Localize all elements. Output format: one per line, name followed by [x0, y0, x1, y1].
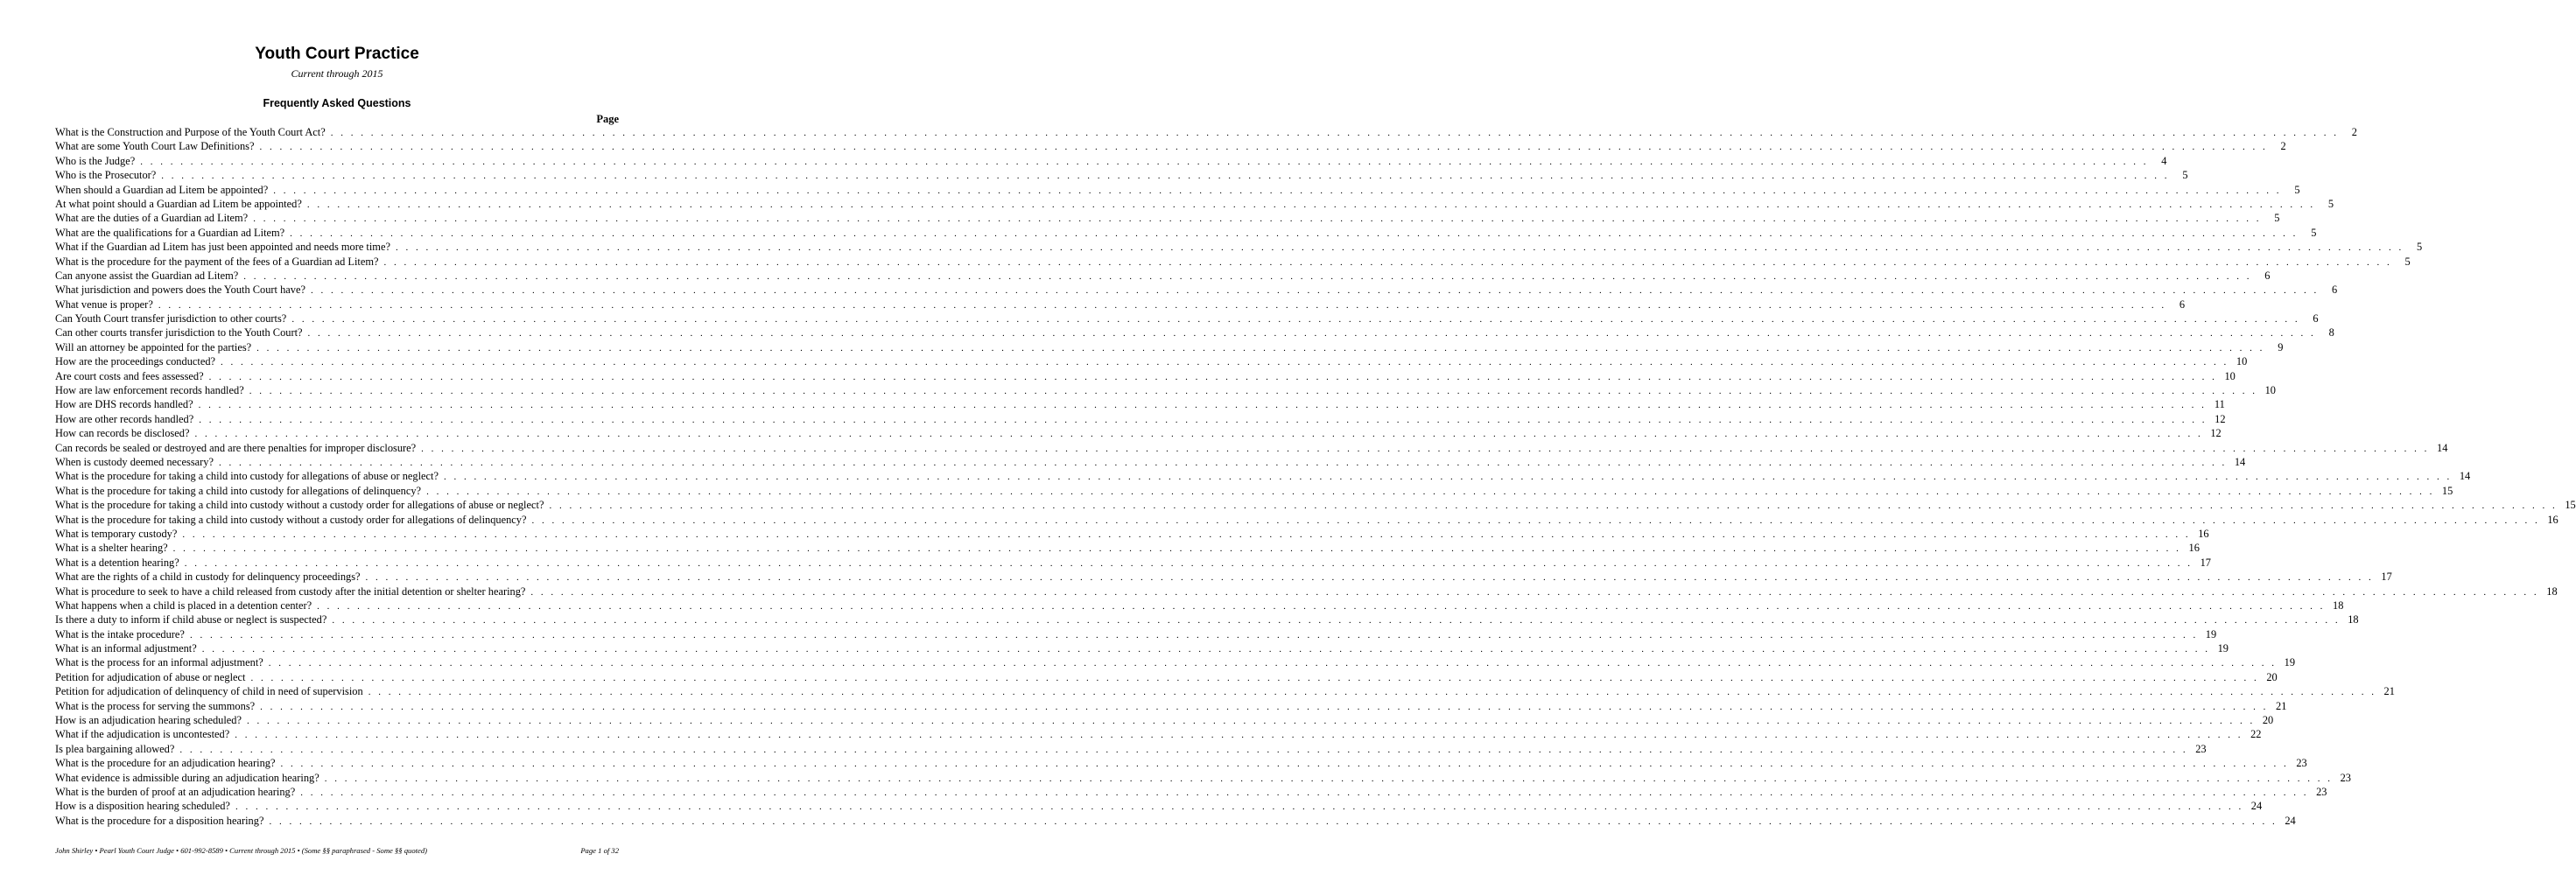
toc-question: Petition for adjudication of abuse or neglect: [55, 670, 246, 683]
dot-leader: . . . . . . . . . . . . . . . . . . . . . . . . . . . . . . . . . . . . . . . . . . . . . . . . . . . . . . . . . . . . . . . . . . . . . . . . . . . . . . . . . . . . . . . . . . . . . . . . . . . . . . . . . . . . . . . . . . . . . . . . . . . . . . . . . . . . . . . . . . . . . . . . . . . . . . . . . . . . . . . . . . . . . . . . . . . . . . . . . . . . . . . . . . . . . . . . . . . . . . . .: [246, 716, 2256, 727]
dot-leader: . . . . . . . . . . . . . . . . . . . . . . . . . . . . . . . . . . . . . . . . . . . . . . . . . . . . . . . . . . . . . . . . . . . . . . . . . . . . . . . . . . . . . . . . . . . . . . . . . . . . . . . . . . . . . . . . . . . . . . . . . . . . . . . . . . . . . . . . . . . . . . . . . . . . . . . . . . . . . . . . . . . . . . . . . . . . . . . . . . . . . . . . . . . . . . . . . . . . . . . .: [317, 600, 2326, 612]
toc-page-number: 19: [2217, 642, 2229, 655]
toc-page-number: 6: [2179, 298, 2186, 311]
toc-question: What is the procedure for taking a child into custody without a custody order for allegations of abuse or neglect?: [55, 499, 544, 512]
toc-question: What is the procedure for an adjudication hearing?: [55, 757, 276, 770]
toc-question: Who is the Judge?: [55, 154, 136, 167]
toc-question: What is the Construction and Purpose of the Youth Court Act?: [55, 126, 326, 138]
toc-entry[interactable]: [55, 470, 2471, 484]
toc-entry[interactable]: [55, 154, 2167, 169]
toc-entry[interactable]: [55, 441, 2448, 456]
toc-question: Can records be sealed or destroyed and are there penalties for improper disclosure?: [55, 441, 417, 454]
toc-question: What is an informal adjustment?: [55, 642, 197, 655]
dot-leader: . . . . . . . . . . . . . . . . . . . . . . . . . . . . . . . . . . . . . . . . . . . . . . . . . . . . . . . . . . . . . . . . . . . . . . . . . . . . . . . . . . . . . . . . . . . . . . . . . . . . . . . . . . . . . . . . . . . . . . . . . . . . . . . . . . . . . . . . . . . . . . . . . . . . . . . . . . . . . . . . . . . . . . . . . . . . . . . . . . . . . . . . . . . . . . . . . . . . . . . .: [158, 299, 2167, 311]
dot-leader: . . . . . . . . . . . . . . . . . . . . . . . . . . . . . . . . . . . . . . . . . . . . . . . . . . . . . . . . . . . . . . . . . . . . . . . . . . . . . . . . . . . . . . . . . . . . . . . . . . . . . . . . . . . . . . . . . . . . . . . . . . . . . . . . . . . . . . . . . . . . . . . . . . . . . . . . . . . . . . . . . . . . . . . . . . . . . . . . . . . . . . . . . . . . . . . . . . . . . . . .: [332, 615, 2341, 626]
toc-entry[interactable]: [55, 656, 2296, 670]
toc-entry[interactable]: [55, 714, 2274, 728]
toc-page-number: 21: [2383, 685, 2395, 698]
dot-leader: . . . . . . . . . . . . . . . . . . . . . . . . . . . . . . . . . . . . . . . . . . . . . . . . . . . . . . . . . . . . . . . . . . . . . . . . . . . . . . . . . . . . . . . . . . . . . . . . . . . . . . . . . . . . . . . . . . . . . . . . . . . . . . . . . . . . . . . . . . . . . . . . . . . . . . . . . . . . . . . . . . . . . . . . . . . . . . . . . . . . . . . . . . . . . . . . . . . . . . . .: [250, 672, 2259, 683]
toc-question: What are the qualifications for a Guardian ad Litem?: [55, 226, 285, 239]
page-column-label: Page: [596, 113, 619, 125]
toc-question: What is the process for serving the summons?: [55, 699, 256, 712]
dot-leader: . . . . . . . . . . . . . . . . . . . . . . . . . . . . . . . . . . . . . . . . . . . . . . . . . . . . . . . . . . . . . . . . . . . . . . . . . . . . . . . . . . . . . . . . . . . . . . . . . . . . . . . . . . . . . . . . . . . . . . . . . . . . . . . . . . . . . . . . . . . . . . . . . . . . . . . . . . . . . . . . . . . . . . . . . . . . . . . . . . . . . . . . . . . . . . . . . . . . . . . .: [273, 185, 2282, 196]
toc-entry[interactable]: [55, 398, 2225, 412]
toc-page-number: 20: [2262, 714, 2274, 727]
toc-page-number: 19: [2205, 627, 2217, 640]
toc-page-number: 23: [2195, 742, 2207, 755]
toc-question: What evidence is admissible during an adjudication hearing?: [55, 771, 319, 784]
toc-entry[interactable]: [55, 255, 2411, 270]
toc-entry[interactable]: [55, 355, 2248, 369]
toc-page-number: 24: [2285, 814, 2296, 827]
toc-entry[interactable]: [55, 627, 2217, 642]
toc-entry[interactable]: [55, 757, 2307, 771]
toc-question: What is procedure to seek to have a child released from custody after the initial detention or shelter hearing?: [55, 584, 526, 598]
toc-entry[interactable]: [55, 527, 2209, 542]
dot-leader: . . . . . . . . . . . . . . . . . . . . . . . . . . . . . . . . . . . . . . . . . . . . . . . . . . . . . . . . . . . . . . . . . . . . . . . . . . . . . . . . . . . . . . . . . . . . . . . . . . . . . . . . . . . . . . . . . . . . . . . . . . . . . . . . . . . . . . . . . . . . . . . . . . . . . . . . . . . . . . . . . . . . . . . . . . . . . . . . . . . . . . . . . . . . . . . . . . . . . . . .: [179, 744, 2188, 755]
dot-leader: . . . . . . . . . . . . . . . . . . . . . . . . . . . . . . . . . . . . . . . . . . . . . . . . . . . . . . . . . . . . . . . . . . . . . . . . . . . . . . . . . . . . . . . . . . . . . . . . . . . . . . . . . . . . . . . . . . . . . . . . . . . . . . . . . . . . . . . . . . . . . . . . . . . . . . . . . . . . . . . . . . . . . . . . . . . . . . . . . . . . . . . . . . . . . . . . . . . . . . . .: [208, 371, 2217, 382]
toc-entry[interactable]: [55, 613, 2359, 627]
toc-entry[interactable]: [55, 484, 2453, 499]
toc-question: Can anyone assist the Guardian ad Litem?: [55, 269, 239, 282]
toc-page-number: 15: [2441, 484, 2453, 497]
dot-leader: . . . . . . . . . . . . . . . . . . . . . . . . . . . . . . . . . . . . . . . . . . . . . . . . . . . . . . . . . . . . . . . . . . . . . . . . . . . . . . . . . . . . . . . . . . . . . . . . . . . . . . . . . . . . . . . . . . . . . . . . . . . . . . . . . . . . . . . . . . . . . . . . . . . . . . . . . . . . . . . . . . . . . . . . . . . . . . . . . . . . . . . . . . . . . . . . . . . . . . . .: [189, 629, 2199, 640]
toc-page-number: 5: [2182, 169, 2188, 182]
toc-question: What jurisdiction and powers does the Youth Court have?: [55, 284, 305, 297]
dot-leader: . . . . . . . . . . . . . . . . . . . . . . . . . . . . . . . . . . . . . . . . . . . . . . . . . . . . . . . . . . . . . . . . . . . . . . . . . . . . . . . . . . . . . . . . . . . . . . . . . . . . . . . . . . . . . . . . . . . . . . . . . . . . . . . . . . . . . . . . . . . . . . . . . . . . . . . . . . . . . . . . . . . . . . . . . . . . . . . . . . . . . . . . . . . . . . . . . . . . . . . .: [243, 270, 2252, 282]
dot-leader: . . . . . . . . . . . . . . . . . . . . . . . . . . . . . . . . . . . . . . . . . . . . . . . . . . . . . . . . . . . . . . . . . . . . . . . . . . . . . . . . . . . . . . . . . . . . . . . . . . . . . . . . . . . . . . . . . . . . . . . . . . . . . . . . . . . . . . . . . . . . . . . . . . . . . . . . . . . . . . . . . . . . . . . . . . . . . . . . . . . . . . . . . . . . . . . . . . . . . . . .: [421, 443, 2430, 454]
toc-question: Can Youth Court transfer jurisdiction to other courts?: [55, 312, 287, 326]
dot-leader: . . . . . . . . . . . . . . . . . . . . . . . . . . . . . . . . . . . . . . . . . . . . . . . . . . . . . . . . . . . . . . . . . . . . . . . . . . . . . . . . . . . . . . . . . . . . . . . . . . . . . . . . . . . . . . . . . . . . . . . . . . . . . . . . . . . . . . . . . . . . . . . . . . . . . . . . . . . . . . . . . . . . . . . . . . . . . . . . . . . . . . . . . . . . . . . . . . . . . . . .: [140, 156, 2149, 167]
toc-question: How are other records handled?: [55, 412, 194, 425]
toc-question: What is a shelter hearing?: [55, 542, 168, 555]
dot-leader: . . . . . . . . . . . . . . . . . . . . . . . . . . . . . . . . . . . . . . . . . . . . . . . . . . . . . . . . . . . . . . . . . . . . . . . . . . . . . . . . . . . . . . . . . . . . . . . . . . . . . . . . . . . . . . . . . . . . . . . . . . . . . . . . . . . . . . . . . . . . . . . . . . . . . . . . . . . . . . . . . . . . . . . . . . . . . . . . . . . . . . . . . . . . . . . . . . . . . . . .: [194, 429, 2203, 440]
dot-leader: . . . . . . . . . . . . . . . . . . . . . . . . . . . . . . . . . . . . . . . . . . . . . . . . . . . . . . . . . . . . . . . . . . . . . . . . . . . . . . . . . . . . . . . . . . . . . . . . . . . . . . . . . . . . . . . . . . . . . . . . . . . . . . . . . . . . . . . . . . . . . . . . . . . . . . . . . . . . . . . . . . . . . . . . . . . . . . . . . . . . . . . . . . . . . . . . . . . . . . . .: [235, 802, 2244, 813]
toc-page-number: 14: [2437, 441, 2448, 454]
toc-question: What are some Youth Court Law Definitions?: [55, 140, 255, 153]
toc-question: At what point should a Guardian ad Litem be appointed?: [55, 197, 302, 210]
toc-page-number: 2: [2280, 140, 2286, 153]
toc-page-number: 19: [2284, 656, 2296, 669]
toc-page-number: 10: [2264, 384, 2276, 397]
toc-entry[interactable]: [55, 556, 2211, 570]
toc-entry[interactable]: [55, 340, 2284, 355]
toc-question: What is the procedure for a disposition hearing?: [55, 814, 264, 827]
toc-question: How can records be disclosed?: [55, 427, 190, 440]
toc-entry[interactable]: [55, 369, 2236, 384]
page-subtitle: Current through 2015: [291, 67, 383, 80]
toc-question: Petition for adjudication of delinquency of child in need of supervision: [55, 685, 363, 698]
toc-question: How are DHS records handled?: [55, 398, 193, 411]
dot-leader: . . . . . . . . . . . . . . . . . . . . . . . . . . . . . . . . . . . . . . . . . . . . . . . . . . . . . . . . . . . . . . . . . . . . . . . . . . . . . . . . . . . . . . . . . . . . . . . . . . . . . . . . . . . . . . . . . . . . . . . . . . . . . . . . . . . . . . . . . . . . . . . . . . . . . . . . . . . . . . . . . . . . . . . . . . . . . . . . . . . . . . . . . . . . . . . . . . . . . . . .: [256, 342, 2265, 354]
toc-question: What is a detention hearing?: [55, 556, 179, 569]
dot-leader: . . . . . . . . . . . . . . . . . . . . . . . . . . . . . . . . . . . . . . . . . . . . . . . . . . . . . . . . . . . . . . . . . . . . . . . . . . . . . . . . . . . . . . . . . . . . . . . . . . . . . . . . . . . . . . . . . . . . . . . . . . . . . . . . . . . . . . . . . . . . . . . . . . . . . . . . . . . . . . . . . . . . . . . . . . . . . . . . . . . . . . . . . . . . . . . . . . . . . . . .: [310, 285, 2320, 297]
toc-question: Who is the Prosecutor?: [55, 169, 157, 182]
toc-entry[interactable]: [55, 513, 2558, 528]
dot-leader: . . . . . . . . . . . . . . . . . . . . . . . . . . . . . . . . . . . . . . . . . . . . . . . . . . . . . . . . . . . . . . . . . . . . . . . . . . . . . . . . . . . . . . . . . . . . . . . . . . . . . . . . . . . . . . . . . . . . . . . . . . . . . . . . . . . . . . . . . . . . . . . . . . . . . . . . . . . . . . . . . . . . . . . . . . . . . . . . . . . . . . . . . . . . . . . . . . . . . . . .: [218, 457, 2228, 468]
toc-entry[interactable]: [55, 269, 2271, 284]
toc-page-number: 16: [2198, 527, 2209, 540]
toc-question: When is custody deemed necessary?: [55, 455, 214, 468]
toc-question: What are the rights of a child in custody for delinquency proceedings?: [55, 570, 361, 584]
dot-leader: . . . . . . . . . . . . . . . . . . . . . . . . . . . . . . . . . . . . . . . . . . . . . . . . . . . . . . . . . . . . . . . . . . . . . . . . . . . . . . . . . . . . . . . . . . . . . . . . . . . . . . . . . . . . . . . . . . . . . . . . . . . . . . . . . . . . . . . . . . . . . . . . . . . . . . . . . . . . . . . . . . . . . . . . . . . . . . . . . . . . . . . . . . . . . . . . . . . . . . . .: [530, 586, 2539, 598]
toc-entry[interactable]: [55, 814, 2296, 829]
dot-leader: . . . . . . . . . . . . . . . . . . . . . . . . . . . . . . . . . . . . . . . . . . . . . . . . . . . . . . . . . . . . . . . . . . . . . . . . . . . . . . . . . . . . . . . . . . . . . . . . . . . . . . . . . . . . . . . . . . . . . . . . . . . . . . . . . . . . . . . . . . . . . . . . . . . . . . . . . . . . . . . . . . . . . . . . . . . . . . . . . . . . . . . . . . . . . . . . . . . . . . . .: [426, 486, 2435, 497]
toc-entry[interactable]: [55, 298, 2186, 312]
toc-question: What venue is proper?: [55, 298, 153, 311]
toc-question: Can other courts transfer jurisdiction to the Youth Court?: [55, 326, 303, 340]
toc-entry[interactable]: [55, 126, 2357, 140]
footer-page-number: Page 1 of 32: [580, 846, 619, 855]
toc-page-number: 4: [2161, 154, 2167, 167]
toc-question: What is the procedure for the payment of the fees of a Guardian ad Litem?: [55, 255, 379, 268]
toc-entry[interactable]: [55, 699, 2287, 714]
toc-page-number: 10: [2236, 355, 2248, 368]
toc-question: What is the burden of proof at an adjudication hearing?: [55, 785, 296, 798]
toc-entry[interactable]: [55, 183, 2300, 198]
dot-leader: . . . . . . . . . . . . . . . . . . . . . . . . . . . . . . . . . . . . . . . . . . . . . . . . . . . . . . . . . . . . . . . . . . . . . . . . . . . . . . . . . . . . . . . . . . . . . . . . . . . . . . . . . . . . . . . . . . . . . . . . . . . . . . . . . . . . . . . . . . . . . . . . . . . . . . . . . . . . . . . . . . . . . . . . . . . . . . . . . . . . . . . . . . . . . . . . . . . . . . . .: [249, 386, 2257, 397]
toc-entry[interactable]: [55, 241, 2423, 255]
toc-question: What is the procedure for taking a child into custody without a custody order for allegations of delinquency?: [55, 513, 527, 526]
toc-page-number: 16: [2547, 513, 2558, 526]
toc-entry[interactable]: [55, 284, 2338, 298]
dot-leader: . . . . . . . . . . . . . . . . . . . . . . . . . . . . . . . . . . . . . . . . . . . . . . . . . . . . . . . . . . . . . . . . . . . . . . . . . . . . . . . . . . . . . . . . . . . . . . . . . . . . . . . . . . . . . . . . . . . . . . . . . . . . . . . . . . . . . . . . . . . . . . . . . . . . . . . . . . . . . . . . . . . . . . . . . . . . . . . . . . . . . . . . . . . . . . . . . . . . . . . .: [235, 730, 2243, 741]
dot-leader: . . . . . . . . . . . . . . . . . . . . . . . . . . . . . . . . . . . . . . . . . . . . . . . . . . . . . . . . . . . . . . . . . . . . . . . . . . . . . . . . . . . . . . . . . . . . . . . . . . . . . . . . . . . . . . . . . . . . . . . . . . . . . . . . . . . . . . . . . . . . . . . . . . . . . . . . . . . . . . . . . . . . . . . . . . . . . . . . . . . . . . . . . . . . . . . . . . . . . . . .: [268, 658, 2278, 669]
toc-question: Will an attorney be appointed for the parties?: [55, 340, 252, 354]
toc-page-number: 22: [2250, 728, 2262, 741]
toc-question: When should a Guardian ad Litem be appointed?: [55, 183, 269, 196]
toc-entry[interactable]: [55, 570, 2392, 584]
toc-question: What are the duties of a Guardian ad Litem?: [55, 212, 249, 225]
toc-page-number: 5: [2294, 183, 2300, 196]
toc-question: How is a disposition hearing scheduled?: [55, 800, 230, 813]
dot-leader: . . . . . . . . . . . . . . . . . . . . . . . . . . . . . . . . . . . . . . . . . . . . . . . . . . . . . . . . . . . . . . . . . . . . . . . . . . . . . . . . . . . . . . . . . . . . . . . . . . . . . . . . . . . . . . . . . . . . . . . . . . . . . . . . . . . . . . . . . . . . . . . . . . . . . . . . . . . . . . . . . . . . . . . . . . . . . . . . . . . . . . . . . . . . . . . . . . . . . . . .: [330, 128, 2339, 138]
toc-entry[interactable]: [55, 728, 2262, 742]
toc-page-number: 18: [2333, 598, 2344, 612]
toc-entry[interactable]: [55, 800, 2263, 814]
toc-page-number: 18: [2348, 613, 2359, 626]
toc-entry[interactable]: [55, 771, 2351, 786]
toc-question: What is the procedure for taking a child into custody for allegations of delinquency?: [55, 484, 422, 497]
toc-entry[interactable]: [55, 326, 2334, 340]
toc-page-number: 6: [2264, 269, 2271, 282]
toc-list: [55, 126, 2576, 829]
toc-question: What if the adjudication is uncontested?: [55, 728, 230, 741]
dot-leader: . . . . . . . . . . . . . . . . . . . . . . . . . . . . . . . . . . . . . . . . . . . . . . . . . . . . . . . . . . . . . . . . . . . . . . . . . . . . . . . . . . . . . . . . . . . . . . . . . . . . . . . . . . . . . . . . . . . . . . . . . . . . . . . . . . . . . . . . . . . . . . . . . . . . . . . . . . . . . . . . . . . . . . . . . . . . . . . . . . . . . . . . . . . . . . . . . . . . . . . .: [221, 357, 2229, 368]
toc-entry[interactable]: [55, 785, 2327, 800]
dot-leader: . . . . . . . . . . . . . . . . . . . . . . . . . . . . . . . . . . . . . . . . . . . . . . . . . . . . . . . . . . . . . . . . . . . . . . . . . . . . . . . . . . . . . . . . . . . . . . . . . . . . . . . . . . . . . . . . . . . . . . . . . . . . . . . . . . . . . . . . . . . . . . . . . . . . . . . . . . . . . . . . . . . . . . . . . . . . . . . . . . . . . . . . . . . . . . . . . . . . . . . .: [307, 328, 2316, 340]
dot-leader: . . . . . . . . . . . . . . . . . . . . . . . . . . . . . . . . . . . . . . . . . . . . . . . . . . . . . . . . . . . . . . . . . . . . . . . . . . . . . . . . . . . . . . . . . . . . . . . . . . . . . . . . . . . . . . . . . . . . . . . . . . . . . . . . . . . . . . . . . . . . . . . . . . . . . . . . . . . . . . . . . . . . . . . . . . . . . . . . . . . . . . . . . . . . . . . . . . . . . . . .: [172, 543, 2181, 555]
toc-page-number: 6: [2313, 312, 2319, 326]
toc-question: How are the proceedings conducted?: [55, 355, 216, 368]
toc-page-number: 5: [2404, 255, 2411, 268]
toc-page-number: 5: [2417, 241, 2423, 254]
dot-leader: . . . . . . . . . . . . . . . . . . . . . . . . . . . . . . . . . . . . . . . . . . . . . . . . . . . . . . . . . . . . . . . . . . . . . . . . . . . . . . . . . . . . . . . . . . . . . . . . . . . . . . . . . . . . . . . . . . . . . . . . . . . . . . . . . . . . . . . . . . . . . . . . . . . . . . . . . . . . . . . . . . . . . . . . . . . . . . . . . . . . . . . . . . . . . . . . . . . . . . . .: [324, 773, 2333, 784]
toc-entry[interactable]: [55, 427, 2222, 441]
dot-leader: . . . . . . . . . . . . . . . . . . . . . . . . . . . . . . . . . . . . . . . . . . . . . . . . . . . . . . . . . . . . . . . . . . . . . . . . . . . . . . . . . . . . . . . . . . . . . . . . . . . . . . . . . . . . . . . . . . . . . . . . . . . . . . . . . . . . . . . . . . . . . . . . . . . . . . . . . . . . . . . . . . . . . . . . . . . . . . . . . . . . . . . . . . . . . . . . . . . . . . . .: [269, 816, 2278, 827]
dot-leader: . . . . . . . . . . . . . . . . . . . . . . . . . . . . . . . . . . . . . . . . . . . . . . . . . . . . . . . . . . . . . . . . . . . . . . . . . . . . . . . . . . . . . . . . . . . . . . . . . . . . . . . . . . . . . . . . . . . . . . . . . . . . . . . . . . . . . . . . . . . . . . . . . . . . . . . . . . . . . . . . . . . . . . . . . . . . . . . . . . . . . . . . . . . . . . . . . . . . . . . .: [383, 256, 2392, 268]
footer-citation: John Shirley • Pearl Youth Court Judge • 601-992-8589 • Current through 2015 • (Some §§ paraphrased - Some §§ quoted): [55, 846, 427, 855]
toc-entry[interactable]: [55, 412, 2226, 427]
toc-entry[interactable]: [55, 670, 2278, 685]
toc-page-number: 5: [2274, 212, 2280, 225]
toc-entry[interactable]: [55, 542, 2200, 556]
toc-page-number: 14: [2459, 470, 2471, 483]
dot-leader: . . . . . . . . . . . . . . . . . . . . . . . . . . . . . . . . . . . . . . . . . . . . . . . . . . . . . . . . . . . . . . . . . . . . . . . . . . . . . . . . . . . . . . . . . . . . . . . . . . . . . . . . . . . . . . . . . . . . . . . . . . . . . . . . . . . . . . . . . . . . . . . . . . . . . . . . . . . . . . . . . . . . . . . . . . . . . . . . . . . . . . . . . . . . . . . . . . . . . . . .: [290, 228, 2299, 239]
toc-question: What is the intake procedure?: [55, 627, 185, 640]
toc-page-number: 23: [2296, 757, 2307, 770]
toc-page-number: 11: [2214, 398, 2225, 411]
toc-question: What happens when a child is placed in a detention center?: [55, 598, 312, 612]
toc-entry[interactable]: [55, 742, 2207, 757]
toc-page-number: 6: [2332, 284, 2338, 297]
toc-question: What if the Guardian ad Litem has just been appointed and needs more time?: [55, 241, 390, 254]
page-title: Youth Court Practice: [255, 45, 419, 63]
toc-page-number: 24: [2250, 800, 2263, 813]
toc-page-number: 8: [2328, 326, 2334, 340]
toc-entry[interactable]: [55, 584, 2558, 599]
toc-page-number: 17: [2381, 570, 2392, 584]
toc-entry[interactable]: [55, 598, 2344, 613]
toc-entry[interactable]: [55, 384, 2276, 398]
toc-page-number: 16: [2188, 542, 2200, 555]
dot-leader: . . . . . . . . . . . . . . . . . . . . . . . . . . . . . . . . . . . . . . . . . . . . . . . . . . . . . . . . . . . . . . . . . . . . . . . . . . . . . . . . . . . . . . . . . . . . . . . . . . . . . . . . . . . . . . . . . . . . . . . . . . . . . . . . . . . . . . . . . . . . . . . . . . . . . . . . . . . . . . . . . . . . . . . . . . . . . . . . . . . . . . . . . . . . . . . . . . . . . . . .: [184, 557, 2193, 569]
toc-page-number: 17: [2200, 556, 2211, 569]
dot-leader: . . . . . . . . . . . . . . . . . . . . . . . . . . . . . . . . . . . . . . . . . . . . . . . . . . . . . . . . . . . . . . . . . . . . . . . . . . . . . . . . . . . . . . . . . . . . . . . . . . . . . . . . . . . . . . . . . . . . . . . . . . . . . . . . . . . . . . . . . . . . . . . . . . . . . . . . . . . . . . . . . . . . . . . . . . . . . . . . . . . . . . . . . . . . . . . . . . . . . . . .: [259, 142, 2268, 153]
dot-leader: . . . . . . . . . . . . . . . . . . . . . . . . . . . . . . . . . . . . . . . . . . . . . . . . . . . . . . . . . . . . . . . . . . . . . . . . . . . . . . . . . . . . . . . . . . . . . . . . . . . . . . . . . . . . . . . . . . . . . . . . . . . . . . . . . . . . . . . . . . . . . . . . . . . . . . . . . . . . . . . . . . . . . . . . . . . . . . . . . . . . . . . . . . . . . . . . . . . . . . . .: [368, 687, 2376, 698]
toc-page-number: 23: [2316, 785, 2327, 798]
toc-page-number: 18: [2546, 584, 2558, 598]
dot-leader: . . . . . . . . . . . . . . . . . . . . . . . . . . . . . . . . . . . . . . . . . . . . . . . . . . . . . . . . . . . . . . . . . . . . . . . . . . . . . . . . . . . . . . . . . . . . . . . . . . . . . . . . . . . . . . . . . . . . . . . . . . . . . . . . . . . . . . . . . . . . . . . . . . . . . . . . . . . . . . . . . . . . . . . . . . . . . . . . . . . . . . . . . . . . . . . . . . . . . . . .: [365, 572, 2374, 584]
toc-question: Is plea bargaining allowed?: [55, 742, 175, 755]
toc-entry[interactable]: [55, 455, 2246, 470]
dot-leader: . . . . . . . . . . . . . . . . . . . . . . . . . . . . . . . . . . . . . . . . . . . . . . . . . . . . . . . . . . . . . . . . . . . . . . . . . . . . . . . . . . . . . . . . . . . . . . . . . . . . . . . . . . . . . . . . . . . . . . . . . . . . . . . . . . . . . . . . . . . . . . . . . . . . . . . . . . . . . . . . . . . . . . . . . . . . . . . . . . . . . . . . . . . . . . . . . . . . . . . .: [291, 314, 2300, 326]
toc-entry[interactable]: [55, 226, 2317, 241]
toc-page-number: 9: [2278, 340, 2284, 354]
dot-leader: . . . . . . . . . . . . . . . . . . . . . . . . . . . . . . . . . . . . . . . . . . . . . . . . . . . . . . . . . . . . . . . . . . . . . . . . . . . . . . . . . . . . . . . . . . . . . . . . . . . . . . . . . . . . . . . . . . . . . . . . . . . . . . . . . . . . . . . . . . . . . . . . . . . . . . . . . . . . . . . . . . . . . . . . . . . . . . . . . . . . . . . . . . . . . . . . . . . . . . . .: [280, 759, 2289, 770]
toc-question: How are law enforcement records handled?: [55, 384, 244, 397]
toc-entry[interactable]: [55, 197, 2334, 212]
toc-question: What is temporary custody?: [55, 527, 178, 540]
section-heading: Frequently Asked Questions: [263, 97, 411, 109]
dot-leader: . . . . . . . . . . . . . . . . . . . . . . . . . . . . . . . . . . . . . . . . . . . . . . . . . . . . . . . . . . . . . . . . . . . . . . . . . . . . . . . . . . . . . . . . . . . . . . . . . . . . . . . . . . . . . . . . . . . . . . . . . . . . . . . . . . . . . . . . . . . . . . . . . . . . . . . . . . . . . . . . . . . . . . . . . . . . . . . . . . . . . . . . . . . . . . . . . . . . . . . .: [182, 528, 2191, 540]
toc-page-number: 23: [2340, 771, 2351, 784]
toc-page-number: 14: [2234, 455, 2246, 468]
toc-page-number: 15: [2565, 499, 2576, 512]
toc-question: How is an adjudication hearing scheduled?: [55, 714, 242, 727]
toc-entry[interactable]: [55, 499, 2576, 513]
dot-leader: . . . . . . . . . . . . . . . . . . . . . . . . . . . . . . . . . . . . . . . . . . . . . . . . . . . . . . . . . . . . . . . . . . . . . . . . . . . . . . . . . . . . . . . . . . . . . . . . . . . . . . . . . . . . . . . . . . . . . . . . . . . . . . . . . . . . . . . . . . . . . . . . . . . . . . . . . . . . . . . . . . . . . . . . . . . . . . . . . . . . . . . . . . . . . . . . . . . . . . . .: [253, 214, 2262, 225]
dot-leader: . . . . . . . . . . . . . . . . . . . . . . . . . . . . . . . . . . . . . . . . . . . . . . . . . . . . . . . . . . . . . . . . . . . . . . . . . . . . . . . . . . . . . . . . . . . . . . . . . . . . . . . . . . . . . . . . . . . . . . . . . . . . . . . . . . . . . . . . . . . . . . . . . . . . . . . . . . . . . . . . . . . . . . . . . . . . . . . . . . . . . . . . . . . . . . . . . . . . . . . .: [161, 171, 2170, 182]
toc-page-number: 5: [2327, 197, 2334, 210]
dot-leader: . . . . . . . . . . . . . . . . . . . . . . . . . . . . . . . . . . . . . . . . . . . . . . . . . . . . . . . . . . . . . . . . . . . . . . . . . . . . . . . . . . . . . . . . . . . . . . . . . . . . . . . . . . . . . . . . . . . . . . . . . . . . . . . . . . . . . . . . . . . . . . . . . . . . . . . . . . . . . . . . . . . . . . . . . . . . . . . . . . . . . . . . . . . . . . . . . . . . . . . .: [201, 644, 2210, 655]
toc-entry[interactable]: [55, 312, 2319, 326]
toc-entry[interactable]: [55, 212, 2280, 226]
toc-question: What is the process for an informal adjustment?: [55, 656, 263, 669]
toc-question: What is the procedure for taking a child into custody for allegations of abuse or neglect?: [55, 470, 439, 483]
toc-page-number: 20: [2266, 670, 2278, 683]
toc-entry[interactable]: [55, 642, 2229, 656]
toc-page-number: 12: [2215, 412, 2226, 425]
toc-page-number: 10: [2224, 369, 2236, 382]
toc-question: Are court costs and fees assessed?: [55, 369, 204, 382]
toc-page-number: 12: [2210, 427, 2222, 440]
dot-leader: . . . . . . . . . . . . . . . . . . . . . . . . . . . . . . . . . . . . . . . . . . . . . . . . . . . . . . . . . . . . . . . . . . . . . . . . . . . . . . . . . . . . . . . . . . . . . . . . . . . . . . . . . . . . . . . . . . . . . . . . . . . . . . . . . . . . . . . . . . . . . . . . . . . . . . . . . . . . . . . . . . . . . . . . . . . . . . . . . . . . . . . . . . . . . . . . . . . . . . . .: [395, 242, 2404, 254]
dot-leader: . . . . . . . . . . . . . . . . . . . . . . . . . . . . . . . . . . . . . . . . . . . . . . . . . . . . . . . . . . . . . . . . . . . . . . . . . . . . . . . . . . . . . . . . . . . . . . . . . . . . . . . . . . . . . . . . . . . . . . . . . . . . . . . . . . . . . . . . . . . . . . . . . . . . . . . . . . . . . . . . . . . . . . . . . . . . . . . . . . . . . . . . . . . . . . . . . . . . . . . .: [300, 787, 2309, 798]
dot-leader: . . . . . . . . . . . . . . . . . . . . . . . . . . . . . . . . . . . . . . . . . . . . . . . . . . . . . . . . . . . . . . . . . . . . . . . . . . . . . . . . . . . . . . . . . . . . . . . . . . . . . . . . . . . . . . . . . . . . . . . . . . . . . . . . . . . . . . . . . . . . . . . . . . . . . . . . . . . . . . . . . . . . . . . . . . . . . . . . . . . . . . . . . . . . . . . . . . . . . . . .: [260, 701, 2269, 712]
toc-entry[interactable]: [55, 685, 2395, 699]
toc-entry[interactable]: [55, 169, 2188, 183]
toc-page-number: 5: [2311, 226, 2317, 239]
dot-leader: . . . . . . . . . . . . . . . . . . . . . . . . . . . . . . . . . . . . . . . . . . . . . . . . . . . . . . . . . . . . . . . . . . . . . . . . . . . . . . . . . . . . . . . . . . . . . . . . . . . . . . . . . . . . . . . . . . . . . . . . . . . . . . . . . . . . . . . . . . . . . . . . . . . . . . . . . . . . . . . . . . . . . . . . . . . . . . . . . . . . . . . . . . . . . . . . . . . . . . . .: [444, 472, 2453, 483]
toc-entry[interactable]: [55, 140, 2286, 154]
toc-question: Is there a duty to inform if child abuse or neglect is suspected?: [55, 613, 327, 626]
toc-page-number: 21: [2276, 699, 2287, 712]
page-footer: [55, 845, 619, 856]
toc-page-number: 2: [2351, 126, 2357, 138]
dot-leader: . . . . . . . . . . . . . . . . . . . . . . . . . . . . . . . . . . . . . . . . . . . . . . . . . . . . . . . . . . . . . . . . . . . . . . . . . . . . . . . . . . . . . . . . . . . . . . . . . . . . . . . . . . . . . . . . . . . . . . . . . . . . . . . . . . . . . . . . . . . . . . . . . . . . . . . . . . . . . . . . . . . . . . . . . . . . . . . . . . . . . . . . . . . . . . . . . . . . . . . .: [198, 400, 2207, 411]
dot-leader: . . . . . . . . . . . . . . . . . . . . . . . . . . . . . . . . . . . . . . . . . . . . . . . . . . . . . . . . . . . . . . . . . . . . . . . . . . . . . . . . . . . . . . . . . . . . . . . . . . . . . . . . . . . . . . . . . . . . . . . . . . . . . . . . . . . . . . . . . . . . . . . . . . . . . . . . . . . . . . . . . . . . . . . . . . . . . . . . . . . . . . . . . . . . . . . . . . . . . . . .: [306, 199, 2316, 210]
dot-leader: . . . . . . . . . . . . . . . . . . . . . . . . . . . . . . . . . . . . . . . . . . . . . . . . . . . . . . . . . . . . . . . . . . . . . . . . . . . . . . . . . . . . . . . . . . . . . . . . . . . . . . . . . . . . . . . . . . . . . . . . . . . . . . . . . . . . . . . . . . . . . . . . . . . . . . . . . . . . . . . . . . . . . . . . . . . . . . . . . . . . . . . . . . . . . . . . . . . . . . . .: [549, 500, 2558, 512]
dot-leader: . . . . . . . . . . . . . . . . . . . . . . . . . . . . . . . . . . . . . . . . . . . . . . . . . . . . . . . . . . . . . . . . . . . . . . . . . . . . . . . . . . . . . . . . . . . . . . . . . . . . . . . . . . . . . . . . . . . . . . . . . . . . . . . . . . . . . . . . . . . . . . . . . . . . . . . . . . . . . . . . . . . . . . . . . . . . . . . . . . . . . . . . . . . . . . . . . . . . . . . .: [531, 514, 2540, 526]
dot-leader: . . . . . . . . . . . . . . . . . . . . . . . . . . . . . . . . . . . . . . . . . . . . . . . . . . . . . . . . . . . . . . . . . . . . . . . . . . . . . . . . . . . . . . . . . . . . . . . . . . . . . . . . . . . . . . . . . . . . . . . . . . . . . . . . . . . . . . . . . . . . . . . . . . . . . . . . . . . . . . . . . . . . . . . . . . . . . . . . . . . . . . . . . . . . . . . . . . . . . . . .: [199, 414, 2207, 425]
